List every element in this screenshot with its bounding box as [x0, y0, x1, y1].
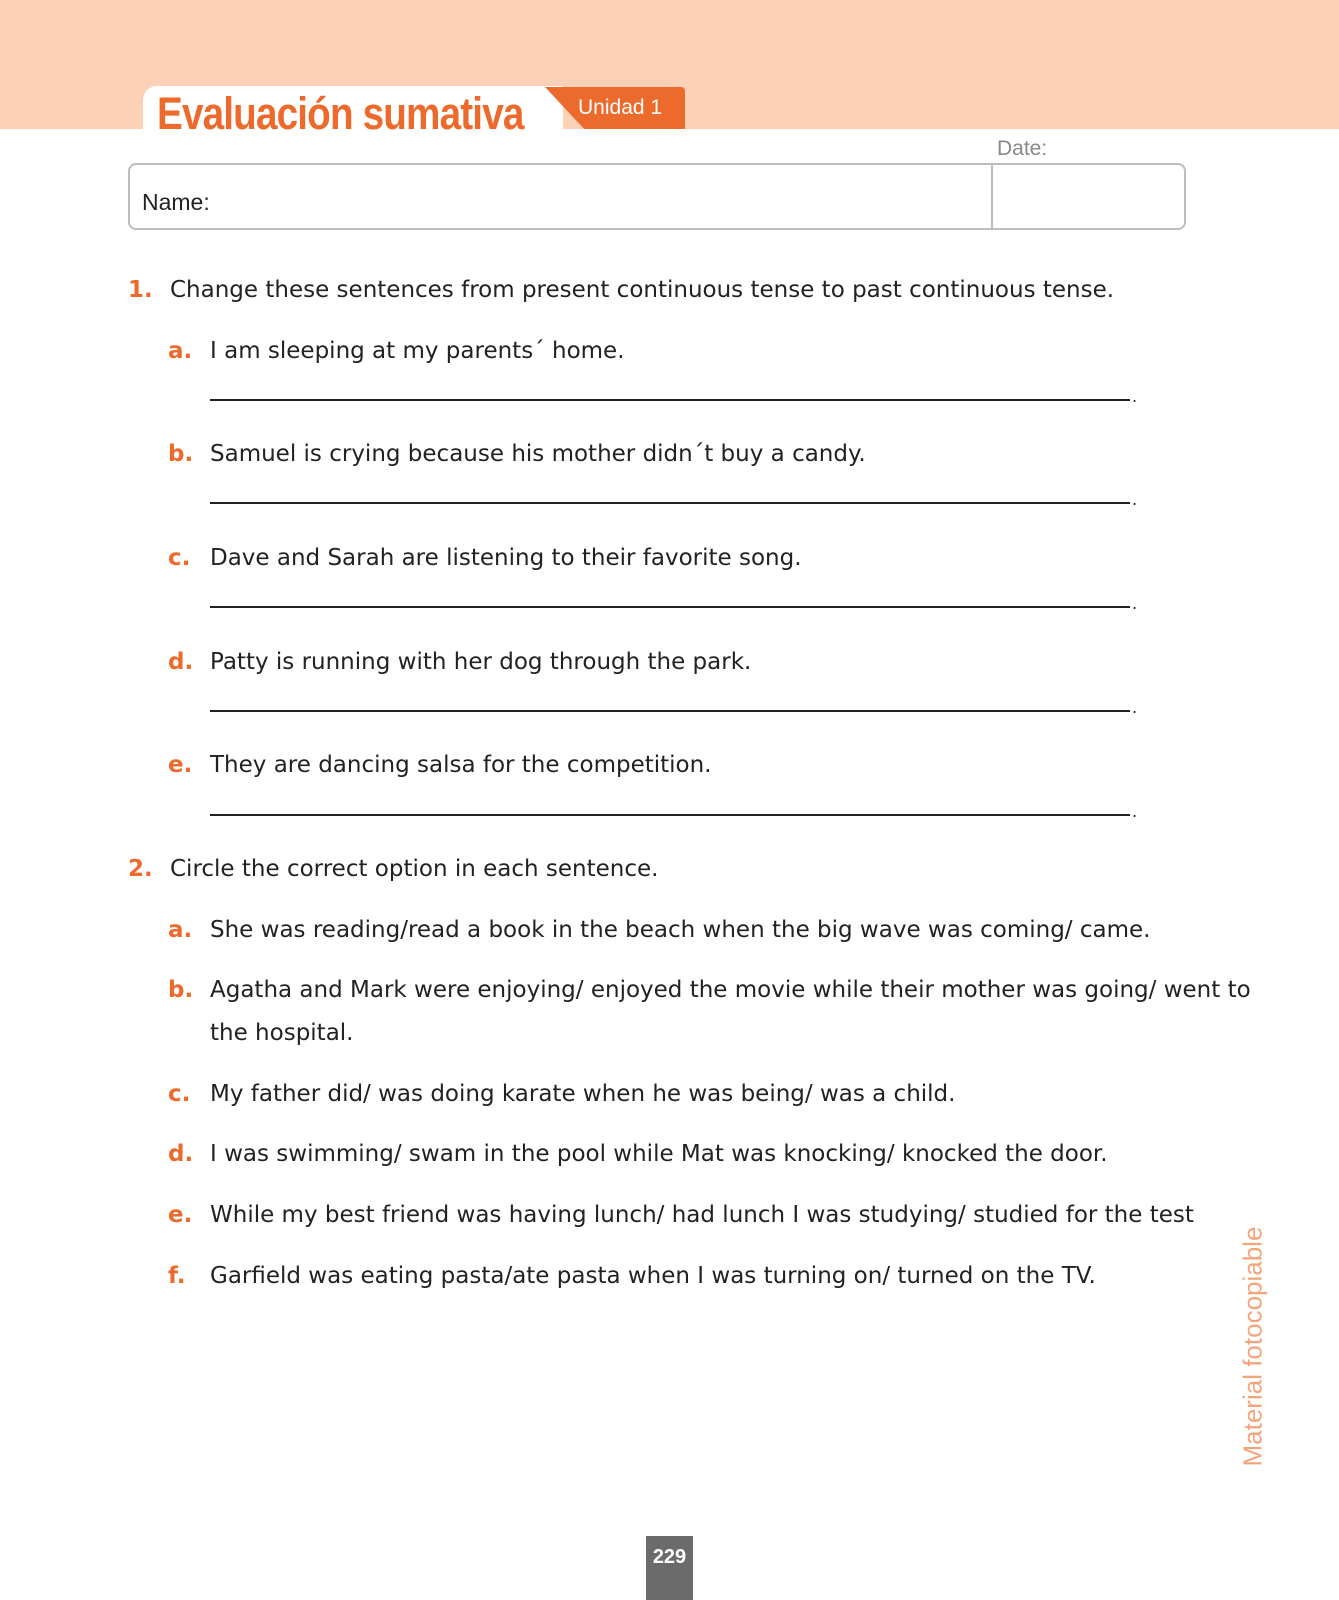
page-number-box	[646, 1536, 693, 1600]
item-letter: e.	[168, 1202, 193, 1228]
page-number: 229	[652, 1546, 687, 1568]
q2-item-c	[168, 1081, 955, 1107]
item-text: She was reading/read a book in the beach when the big wave was coming/ came.	[210, 917, 1151, 943]
item-text: My father did/ was doing karate when he was being/ was a child.	[210, 1081, 956, 1107]
name-date-divider	[991, 165, 993, 228]
answer-line[interactable]	[210, 606, 1130, 608]
item-text: I was swimming/ swam in the pool while Mat was knocking/ knocked the door.	[210, 1141, 1108, 1167]
item-text: While my best friend was having lunch/ had lunch I was studying/ studied for the test	[210, 1202, 1194, 1228]
name-label: Name:	[142, 189, 210, 215]
q1-item-b	[168, 441, 866, 467]
q1-item-e	[168, 752, 712, 778]
item-letter: d.	[168, 649, 194, 675]
q2-item-b	[168, 977, 1251, 1003]
answer-line[interactable]	[210, 399, 1130, 401]
q2-item-a	[168, 917, 1150, 943]
item-text: Samuel is crying because his mother didn´t buy a candy.	[210, 441, 866, 467]
item-letter: d.	[168, 1141, 194, 1167]
q2-item-b-continuation: the hospital.	[210, 1020, 354, 1046]
q2-item-e	[168, 1202, 1194, 1228]
q1-item-c	[168, 545, 802, 571]
q1-item-a	[168, 338, 625, 364]
item-letter: c.	[168, 545, 191, 571]
item-letter: b.	[168, 977, 194, 1003]
item-text: I am sleeping at my parents´ home.	[210, 338, 625, 364]
item-text: Agatha and Mark were enjoying/ enjoyed the movie while their mother was going/ went to	[210, 977, 1251, 1003]
item-text: Dave and Sarah are listening to their favorite song.	[210, 545, 802, 571]
answer-line[interactable]	[210, 502, 1130, 504]
q1-item-d	[168, 649, 751, 675]
answer-line-end: .	[1132, 490, 1138, 509]
item-text: Patty is running with her dog through the park.	[210, 649, 752, 675]
question-1	[128, 277, 1114, 303]
unit-badge-label: Unidad 1	[578, 96, 663, 119]
question-2	[128, 856, 658, 882]
q2-item-d	[168, 1141, 1108, 1167]
item-letter: c.	[168, 1081, 191, 1107]
answer-line-end: .	[1132, 594, 1138, 613]
date-label: Date:	[997, 137, 1048, 160]
item-letter: a.	[168, 338, 193, 364]
answer-line-end: .	[1132, 387, 1138, 406]
q2-item-f	[168, 1263, 1096, 1289]
question-prompt: Circle the correct option in each sentence.	[170, 856, 659, 882]
item-letter: b.	[168, 441, 194, 467]
name-date-box[interactable]	[128, 163, 1186, 230]
question-number: 1.	[128, 277, 153, 303]
answer-line[interactable]	[210, 814, 1130, 816]
page-title: Evaluación sumativa	[157, 88, 524, 139]
item-text: They are dancing salsa for the competition.	[210, 752, 712, 778]
item-letter: f.	[168, 1263, 186, 1289]
question-prompt: Change these sentences from present continuous tense to past continuous tense.	[170, 277, 1115, 303]
item-text: Garfield was eating pasta/ate pasta when I was turning on/ turned on the TV.	[210, 1263, 1096, 1289]
item-letter: a.	[168, 917, 193, 943]
answer-line[interactable]	[210, 710, 1130, 712]
answer-line-end: .	[1132, 802, 1138, 821]
answer-line-end: .	[1132, 698, 1138, 717]
side-note: Material fotocopiable	[1237, 1226, 1268, 1467]
question-number: 2.	[128, 856, 153, 882]
item-letter: e.	[168, 752, 193, 778]
